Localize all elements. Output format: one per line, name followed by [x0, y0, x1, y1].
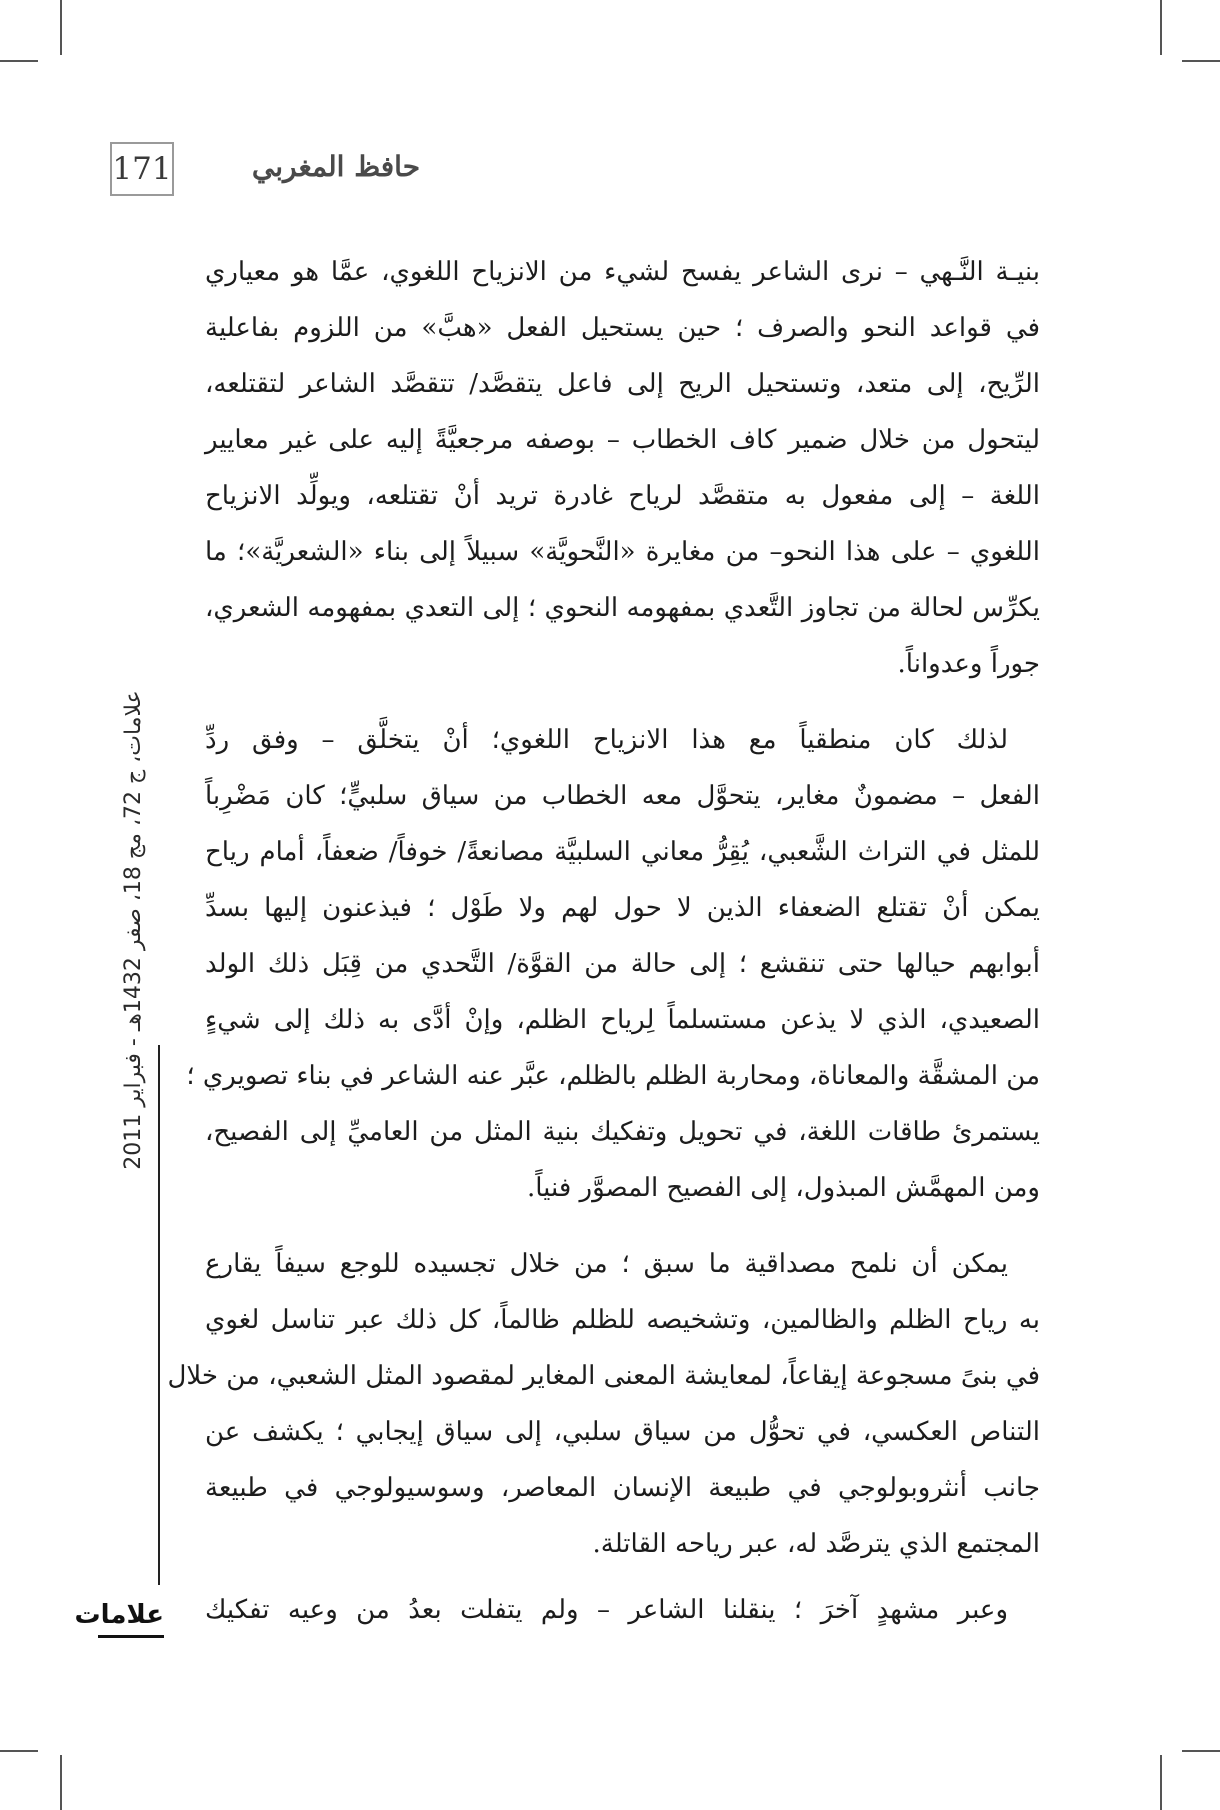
- text-line: في بنىً مسجوعة إيقاعاً، لمعايشة المعنى المغاير لمقصود المثل الشعبي، من خلال: [167, 1361, 1040, 1391]
- text-line: اللغة – إلى مفعول به متقصَّد لرياح غادرة تريد أنْ تقتلعه، ويولِّد الانزياح: [205, 481, 1040, 511]
- running-header-author: حافظ المغربي: [251, 150, 420, 183]
- text-line: في قواعد النحو والصرف ؛ حين يستحيل الفعل «هبَّ» من اللزوم بفاعلية: [205, 313, 1040, 343]
- sidebar-rule: [158, 1045, 160, 1585]
- text-line: المجتمع الذي يترصَّد له، عبر رياحه القاتلة.: [592, 1529, 1040, 1559]
- paragraph: [205, 244, 1040, 692]
- crop-mark-top-right-vertical: [1160, 0, 1162, 55]
- text-line: للمثل في التراث الشَّعبي، يُقِرُّ معاني السلبيَّة مصانعةً/ خوفاً/ ضعفاً، أمام رياح: [205, 837, 1040, 867]
- text-line: لذلك كان منطقياً مع هذا الانزياح اللغوي؛ أنْ يتخلَّق – وفق ردِّ: [205, 725, 1008, 755]
- page-number: 171: [110, 142, 174, 196]
- text-line: جانب أنثروبولوجي في طبيعة الإنسان المعاصر، وسوسيولوجي في طبيعة: [205, 1473, 1040, 1503]
- text-line: بنيـة النَّـهي – نرى الشاعر يفسح لشيء من الانزياح اللغوي، عمَّا هو معياري: [205, 257, 1040, 287]
- text-line: به رياح الظلم والظالمين، وتشخيصه للظلم ظالماً، كل ذلك عبر تناسل لغوي: [205, 1305, 1040, 1335]
- paragraph: [186, 712, 1040, 1216]
- paragraph: [205, 1582, 1040, 1638]
- text-line: يكرِّس لحالة من تجاوز التَّعدي بمفهومه النحوي ؛ إلى التعدي بمفهومه الشعري،: [205, 593, 1040, 623]
- text-line: التناص العكسي، في تحوُّل من سياق سلبي، إلى سياق إيجابي ؛ يكشف عن: [205, 1417, 1040, 1447]
- crop-mark-top-left-vertical: [60, 0, 62, 55]
- text-line: أبوابهم حيالها حتى تنقشع ؛ إلى حالة من القوَّة/ التَّحدي من قِبَل ذلك الولد: [205, 949, 1040, 979]
- article-body: [167, 244, 1040, 1638]
- text-line: وعبر مشهدٍ آخرَ ؛ ينقلنا الشاعر – ولم يتفلت بعدُ من وعيه تفكيك: [205, 1595, 1008, 1625]
- text-line: يمكن أن نلمح مصداقية ما سبق ؛ من خلال تجسيده للوجع سيفاً يقارع: [205, 1249, 1008, 1279]
- crop-mark-top-left-horizontal: [0, 60, 38, 62]
- journal-citation: علامات، ج 72، مج 18، صفر 1432هـ - فبراير 2011: [121, 690, 146, 1170]
- text-line: ومن المهمَّش المبذول، إلى الفصيح المصوَّر فنياً.: [526, 1173, 1040, 1203]
- crop-mark-bottom-left-horizontal: [0, 1750, 38, 1752]
- text-line: الفعل – مضمونٌ مغاير، يتحوَّل معه الخطاب من سياق سلبيٍّ؛ كان مَضْرِباً: [205, 781, 1040, 811]
- text-line: الصعيدي، الذي لا يذعن مستسلماً لِرياح الظلم، وإنْ أدَّى به ذلك إلى شيءٍ: [205, 1005, 1040, 1035]
- text-line: اللغوي – على هذا النحو– من مغايرة «النَّحويَّة» سبيلاً إلى بناء «الشعريَّة»؛ ما: [205, 537, 1040, 567]
- text-line: يستمرئ طاقات اللغة، في تحويل وتفكيك بنية المثل من العاميِّ إلى الفصيح،: [205, 1117, 1040, 1147]
- text-line: من المشقَّة والمعاناة، ومحاربة الظلم بالظلم، عبَّر عنه الشاعر في بناء تصويري ؛: [186, 1061, 1040, 1091]
- text-line: الرِّيح، إلى متعد، وتستحيل الريح إلى فاعل يتقصَّد/ تتقصَّد الشاعر لتقتلعه،: [205, 369, 1040, 399]
- crop-mark-bottom-left-vertical: [60, 1755, 62, 1810]
- text-line: يمكن أنْ تقتلع الضعفاء الذين لا حول لهم ولا طَوْل ؛ فيذعنون إليها بسدِّ: [205, 893, 1040, 923]
- journal-logo: علامات: [98, 1595, 164, 1638]
- crop-mark-bottom-right-horizontal: [1182, 1750, 1220, 1752]
- text-line: جوراً وعدواناً.: [897, 649, 1040, 679]
- paragraph: [167, 1236, 1040, 1572]
- crop-mark-top-right-horizontal: [1182, 60, 1220, 62]
- text-line: ليتحول من خلال ضمير كاف الخطاب – بوصفه مرجعيَّةً إليه على غير معايير: [205, 425, 1040, 455]
- crop-mark-bottom-right-vertical: [1160, 1755, 1162, 1810]
